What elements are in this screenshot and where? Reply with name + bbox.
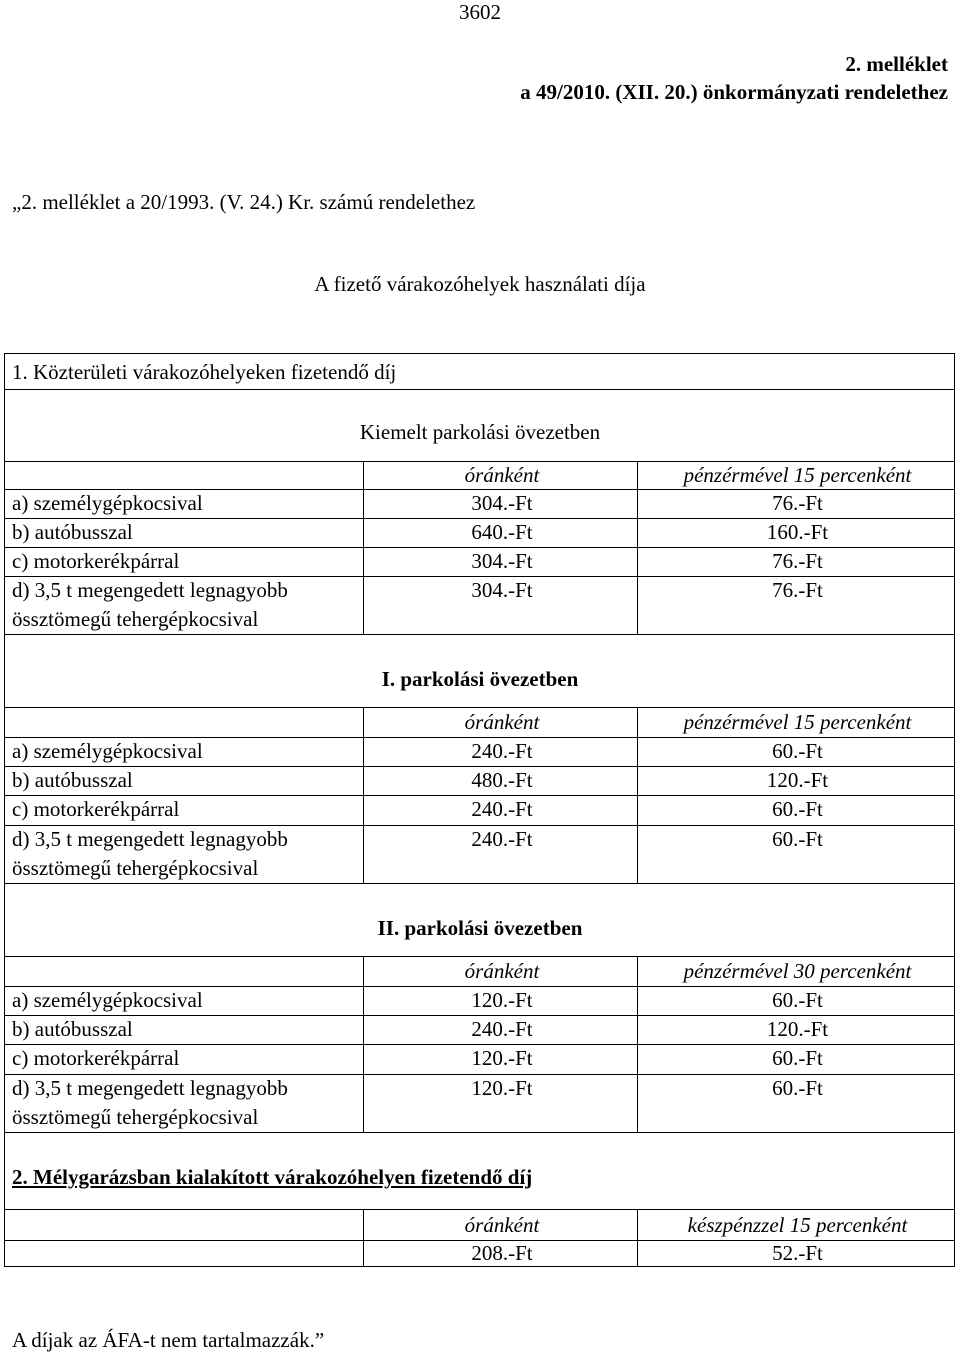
hourly-fee: 480.-Ft bbox=[471, 768, 533, 792]
table-row bbox=[0, 1074, 960, 1132]
coin-fee: 60.-Ft bbox=[772, 1046, 823, 1070]
table-row bbox=[0, 1240, 960, 1267]
page-number: 3602 bbox=[459, 0, 501, 24]
vehicle-label-cont: össztömegű tehergépkocsival bbox=[12, 1105, 259, 1129]
hourly-fee: 304.-Ft bbox=[471, 491, 533, 515]
hourly-fee: 240.-Ft bbox=[471, 797, 533, 821]
vehicle-label-cont: össztömegű tehergépkocsival bbox=[12, 607, 259, 631]
vehicle-label-cont: össztömegű tehergépkocsival bbox=[12, 856, 259, 880]
hourly-fee: 208.-Ft bbox=[471, 1241, 533, 1265]
vehicle-label: d) 3,5 t megengedett legnagyobb bbox=[12, 827, 288, 851]
divider bbox=[4, 1209, 955, 1210]
hourly-fee: 640.-Ft bbox=[471, 520, 533, 544]
table-row bbox=[0, 766, 960, 795]
hourly-fee: 304.-Ft bbox=[471, 578, 533, 602]
hourly-fee: 120.-Ft bbox=[471, 988, 533, 1012]
hourly-header: óránként bbox=[464, 710, 540, 734]
divider bbox=[4, 883, 955, 884]
vehicle-label: b) autóbusszal bbox=[12, 768, 133, 792]
table-row bbox=[0, 1044, 960, 1073]
table-row bbox=[0, 795, 960, 824]
coin-fee: 60.-Ft bbox=[772, 827, 823, 851]
hourly-fee: 240.-Ft bbox=[471, 739, 533, 763]
section1-heading: 1. Közterületi várakozóhelyeken fizetendő díj bbox=[12, 360, 397, 384]
annex-regulation: a 49/2010. (XII. 20.) önkormányzati rendelethez bbox=[520, 80, 948, 104]
section2-heading: 2. Mélygarázsban kialakított várakozóhelyen fizetendő díj bbox=[12, 1165, 533, 1189]
zone-title-ii: II. parkolási övezetben bbox=[377, 916, 583, 940]
hourly-fee: 240.-Ft bbox=[471, 827, 533, 851]
vehicle-label: b) autóbusszal bbox=[12, 1017, 133, 1041]
coin-fee: 76.-Ft bbox=[772, 578, 823, 602]
vehicle-label: a) személygépkocsival bbox=[12, 739, 203, 763]
hourly-header: óránként bbox=[464, 463, 540, 487]
hourly-fee: 304.-Ft bbox=[471, 549, 533, 573]
cash-header: készpénzzel 15 percenként bbox=[687, 1213, 908, 1237]
vehicle-label: c) motorkerékpárral bbox=[12, 1046, 180, 1070]
zone-title-i: I. parkolási övezetben bbox=[381, 667, 579, 691]
hourly-header: óránként bbox=[464, 1213, 540, 1237]
table-row bbox=[0, 737, 960, 766]
table-header-row bbox=[0, 708, 960, 737]
document-title: A fizető várakozóhelyek használati díja bbox=[314, 272, 646, 296]
table-header-row bbox=[0, 1211, 960, 1240]
hourly-fee: 240.-Ft bbox=[471, 1017, 533, 1041]
coin-fee: 60.-Ft bbox=[772, 988, 823, 1012]
coin-header: pénzérmével 15 percenként bbox=[683, 463, 912, 487]
coin-fee: 120.-Ft bbox=[766, 768, 829, 792]
hourly-header: óránként bbox=[464, 959, 540, 983]
hourly-fee: 120.-Ft bbox=[471, 1046, 533, 1070]
table-row bbox=[0, 825, 960, 883]
vehicle-label: d) 3,5 t megengedett legnagyobb bbox=[12, 1076, 288, 1100]
coin-fee: 60.-Ft bbox=[772, 797, 823, 821]
coin-fee: 60.-Ft bbox=[772, 739, 823, 763]
divider bbox=[4, 389, 955, 390]
hourly-fee: 120.-Ft bbox=[471, 1076, 533, 1100]
table-header-row bbox=[0, 957, 960, 986]
coin-fee: 76.-Ft bbox=[772, 549, 823, 573]
table-row bbox=[0, 489, 960, 518]
coin-fee: 120.-Ft bbox=[766, 1017, 829, 1041]
vehicle-label: a) személygépkocsival bbox=[12, 491, 203, 515]
vehicle-label: c) motorkerékpárral bbox=[12, 549, 180, 573]
divider bbox=[4, 634, 955, 635]
table-row bbox=[0, 986, 960, 1015]
divider bbox=[4, 1132, 955, 1133]
vehicle-label: a) személygépkocsival bbox=[12, 988, 203, 1012]
vehicle-label: b) autóbusszal bbox=[12, 520, 133, 544]
table-row bbox=[0, 518, 960, 547]
coin-fee: 160.-Ft bbox=[766, 520, 829, 544]
original-annex-reference: „2. melléklet a 20/1993. (V. 24.) Kr. számú rendelethez bbox=[12, 190, 476, 214]
annex-header bbox=[520, 50, 948, 106]
table-header-row bbox=[0, 461, 960, 490]
table-row bbox=[0, 576, 960, 634]
table-row bbox=[0, 1015, 960, 1044]
coin-header: pénzérmével 30 percenként bbox=[683, 959, 912, 983]
table-row bbox=[0, 547, 960, 576]
coin-fee: 76.-Ft bbox=[772, 491, 823, 515]
coin-header: pénzérmével 15 percenként bbox=[683, 710, 912, 734]
cash-fee: 52.-Ft bbox=[772, 1241, 823, 1265]
annex-number: 2. melléklet bbox=[845, 52, 948, 76]
vat-note: A díjak az ÁFA-t nem tartalmazzák.” bbox=[12, 1328, 325, 1352]
vehicle-label: d) 3,5 t megengedett legnagyobb bbox=[12, 578, 288, 602]
coin-fee: 60.-Ft bbox=[772, 1076, 823, 1100]
zone-title-kiemelt: Kiemelt parkolási övezetben bbox=[359, 420, 601, 444]
vehicle-label: c) motorkerékpárral bbox=[12, 797, 180, 821]
